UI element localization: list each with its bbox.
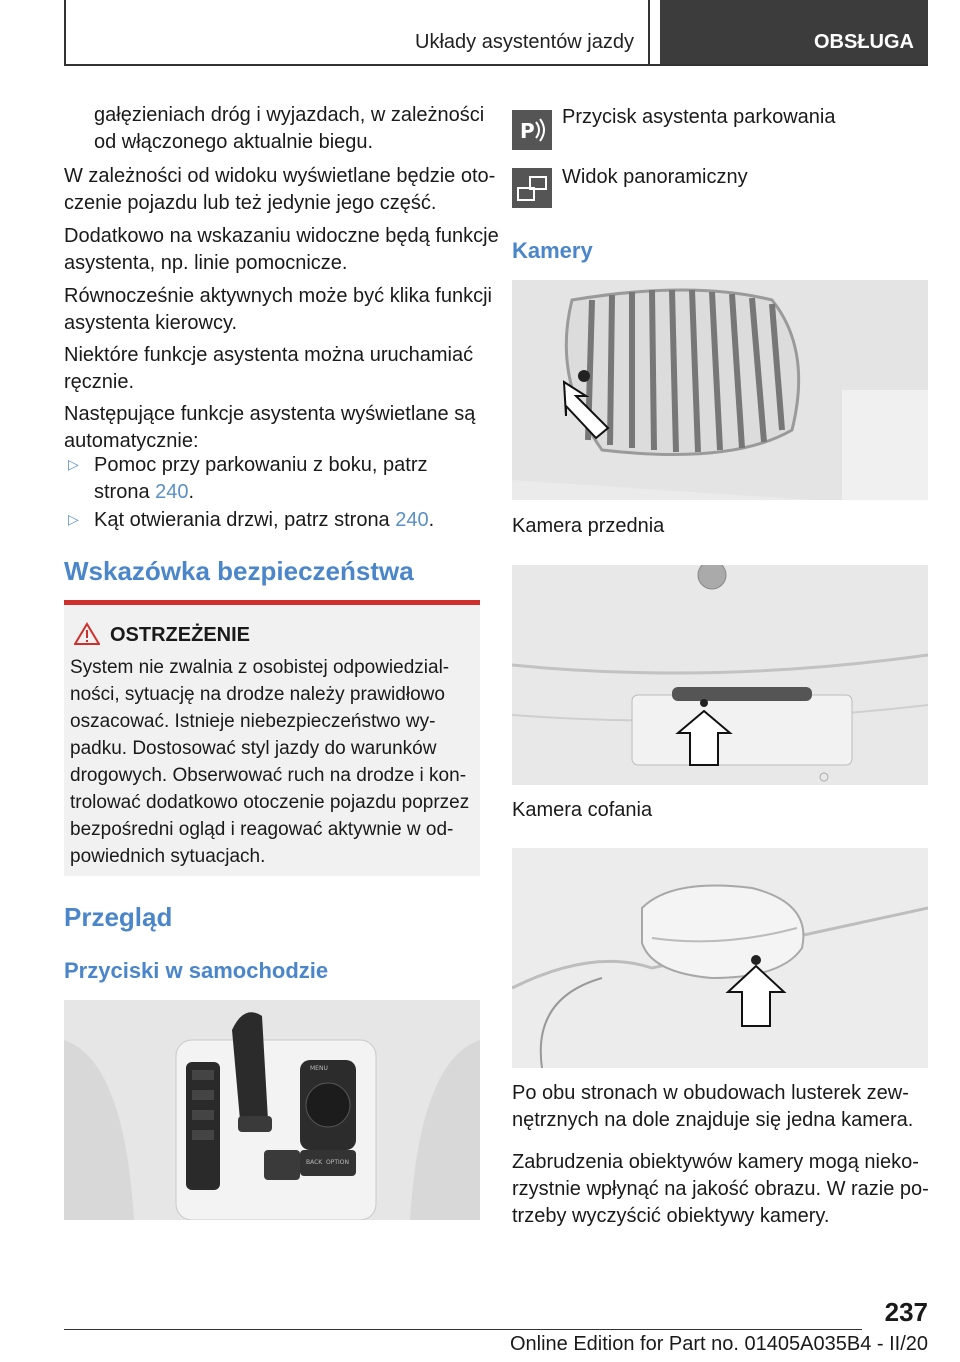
safety-heading: Wskazówka bezpieczeństwa	[64, 556, 414, 586]
buttons-subheading: Przyciski w samochodzie	[64, 958, 329, 983]
warning-line: System nie zwalnia z osobistej odpowiedzial‐	[70, 657, 450, 678]
paragraph-automatic-line2: automatycznie:	[64, 430, 199, 452]
console-label-menu: MENU	[310, 1065, 328, 1072]
paragraph-manual-line2: ręcznie.	[64, 371, 135, 393]
page-link-240[interactable]: 240	[155, 481, 189, 503]
warning-line: oszacować. Istnieje niebezpieczeństwo wy‐	[70, 711, 436, 732]
warning-title: OSTRZEŻENIE	[110, 624, 251, 646]
warning-line: bezpośredni ogląd i reagować aktywnie w od‐	[70, 819, 454, 840]
warning-line: ności, sytuację na drodze należy prawidłowo	[70, 684, 445, 705]
front-camera-caption: Kamera przednia	[512, 515, 665, 537]
bullet-side-parking-line2: strona 240.	[94, 481, 195, 503]
header-chapter-tab: OBSŁUGA	[660, 0, 928, 64]
footer-rule	[64, 1329, 862, 1330]
paragraph-simultaneous-line1: Równocześnie aktywnych może być klika funkcji	[64, 285, 492, 307]
warning-line: padku. Dostosować styl jazdy do warunków	[70, 738, 437, 759]
parking-assistant-icon	[512, 110, 552, 150]
paragraph-functions-line1: Dodatkowo na wskazaniu widoczne będą funkcje	[64, 225, 499, 247]
header-section-title: Układy asystentów jazdy	[415, 31, 634, 53]
panorama-view-icon	[512, 168, 552, 208]
warning-text	[70, 654, 476, 870]
paragraph-continued-line2: od włączonego aktualnie biegu.	[94, 131, 374, 153]
paragraph-continued-line1: gałęzieniach dróg i wyjazdach, w zależności	[94, 104, 485, 126]
front-camera-image	[512, 280, 928, 500]
footer-edition: Online Edition for Part no. 01405A035B4 - II/20	[509, 1333, 928, 1355]
cleaning-paragraph-line3: trzeby wyczyścić obiektywy kamery.	[512, 1205, 830, 1227]
mirror-camera-image	[512, 848, 928, 1068]
panorama-view-label: Widok panoramiczny	[562, 166, 748, 188]
mirror-paragraph-line2: nętrznych na dole znajduje się jedna kamera.	[512, 1109, 914, 1131]
paragraph-automatic-line1: Następujące funkcje asystenta wyświetlane są	[64, 403, 476, 425]
console-label-option: OPTION	[326, 1159, 349, 1166]
paragraph-manual-line1: Niektóre funkcje asystenta można uruchamiać	[64, 344, 474, 366]
paragraph-simultaneous-line2: asystenta kierowcy.	[64, 312, 238, 334]
bullet-marker: ▷	[68, 456, 79, 472]
panorama-view-button-icon	[512, 168, 552, 208]
bullet-door-angle: Kąt otwierania drzwi, patrz strona 240.	[94, 509, 435, 531]
cameras-heading: Kamery	[512, 238, 593, 263]
paragraph-view-line2: czenie pojazdu lub też jedynie jego część.	[64, 192, 437, 214]
svg-text:P: P	[520, 119, 535, 143]
paragraph-view-line1: W zależności od widoku wyświetlane będzie oto‐	[64, 165, 496, 187]
warning-line: trolować dodatkowo otoczenie pojazdu poprzez	[70, 792, 470, 813]
rear-camera-image	[512, 565, 928, 785]
parking-assistant-label: Przycisk asystenta parkowania	[562, 106, 836, 128]
bullet-side-parking-line1: Pomoc przy parkowaniu z boku, patrz	[94, 454, 428, 476]
cleaning-paragraph-line2: rzystnie wpłynąć na jakość obrazu. W razie po‐	[512, 1178, 929, 1200]
mirror-paragraph-line1: Po obu stronach w obudowach lusterek zew‐	[512, 1082, 909, 1104]
overview-heading: Przegląd	[64, 902, 173, 932]
warning-line: drogowych. Obserwować ruch na drodze i kon‐	[70, 765, 467, 786]
parking-assistant-button-icon	[512, 110, 552, 150]
console-label-back: BACK	[306, 1159, 323, 1166]
warning-line: powiednich sytuacjach.	[70, 846, 266, 867]
rear-camera-caption: Kamera cofania	[512, 799, 653, 821]
warning-triangle-icon	[74, 622, 100, 646]
bullet-marker: ▷	[68, 511, 79, 527]
header-separator	[648, 0, 650, 66]
page-number: 237	[884, 1297, 928, 1327]
paragraph-functions-line2: asystenta, np. linie pomocnicze.	[64, 252, 348, 274]
header-rule	[64, 64, 928, 66]
page-link-240[interactable]: 240	[395, 509, 429, 531]
cleaning-paragraph-line1: Zabrudzenia obiektywów kamery mogą nieko‐	[512, 1151, 919, 1173]
center-console-image	[64, 1000, 480, 1220]
